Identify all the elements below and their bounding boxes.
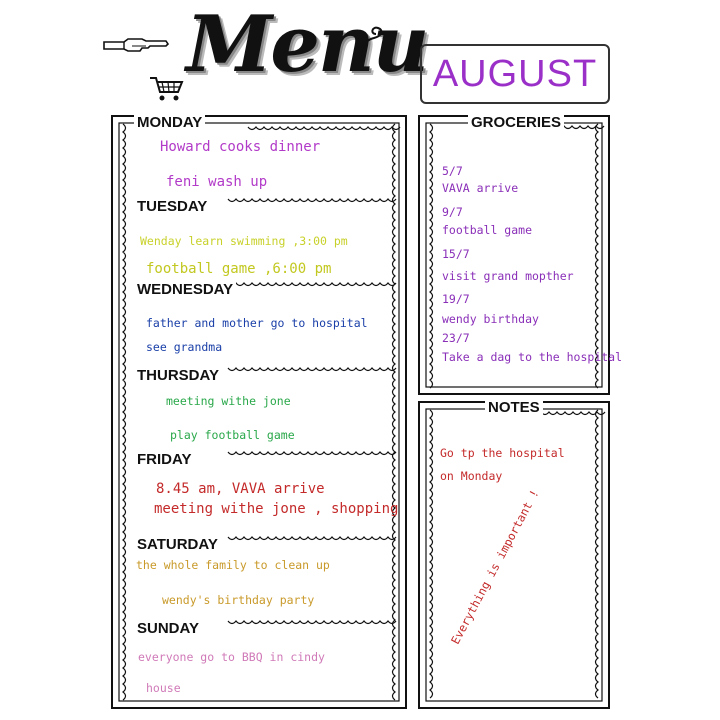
sunday-entry-1: everyone go to BBQ in cindy <box>138 650 325 664</box>
groceries-label: GROCERIES <box>468 115 564 131</box>
thursday-entry-2: play football game <box>170 428 295 442</box>
wednesday-entry-1: father and mother go to hospital <box>146 316 368 330</box>
notes-label: NOTES <box>485 400 543 416</box>
month-box <box>420 44 610 104</box>
thursday-entry-1: meeting withe jone <box>166 394 291 408</box>
notes-rotated-text: Everything is important ! <box>448 487 542 647</box>
day-label-sunday: SUNDAY <box>134 621 202 637</box>
page-title: Menu <box>186 0 428 90</box>
day-label-tuesday: TUESDAY <box>134 199 210 215</box>
friday-entry-2: meeting withe jone , shopping <box>154 501 399 517</box>
grocery-item: Take a dag to the hospital <box>442 350 623 364</box>
ornament-swirl-icon <box>356 26 386 66</box>
notes-line-1: Go tp the hospital <box>440 446 565 460</box>
grocery-item: 9/7 <box>442 205 463 219</box>
day-label-saturday: SATURDAY <box>134 537 221 553</box>
grocery-item: visit grand mopther <box>442 269 574 283</box>
saturday-entry-1: the whole family to clean up <box>136 558 330 572</box>
friday-entry-1: 8.45 am, VAVA arrive <box>156 481 325 497</box>
month-label: AUGUST <box>432 52 598 95</box>
grocery-item: wendy birthday <box>442 312 539 326</box>
day-label-wednesday: WEDNESDAY <box>134 282 236 298</box>
grocery-item: football game <box>442 223 533 237</box>
grocery-item: 15/7 <box>442 247 470 261</box>
grocery-item: 23/7 <box>442 331 470 345</box>
tuesday-entry-2: football game ,6:00 pm <box>146 261 332 277</box>
tuesday-entry-1: Wenday learn swimming ,3:00 pm <box>140 234 348 248</box>
monday-entry-1: Howard cooks dinner <box>160 139 321 155</box>
notes-line-2: on Monday <box>440 469 503 483</box>
day-label-friday: FRIDAY <box>134 452 194 468</box>
day-label-monday: MONDAY <box>134 115 205 131</box>
sunday-entry-2: house <box>146 681 181 695</box>
grocery-item: VAVA arrive <box>442 181 519 195</box>
shopping-cart-icon <box>148 74 184 102</box>
grocery-item: 19/7 <box>442 292 470 306</box>
grocery-item: 5/7 <box>442 164 463 178</box>
pointing-hand-icon <box>102 36 170 56</box>
monday-entry-2: feni wash up <box>166 174 268 190</box>
saturday-entry-2: wendy's birthday party <box>162 593 315 607</box>
wednesday-entry-2: see grandma <box>146 340 223 354</box>
day-label-thursday: THURSDAY <box>134 368 222 384</box>
